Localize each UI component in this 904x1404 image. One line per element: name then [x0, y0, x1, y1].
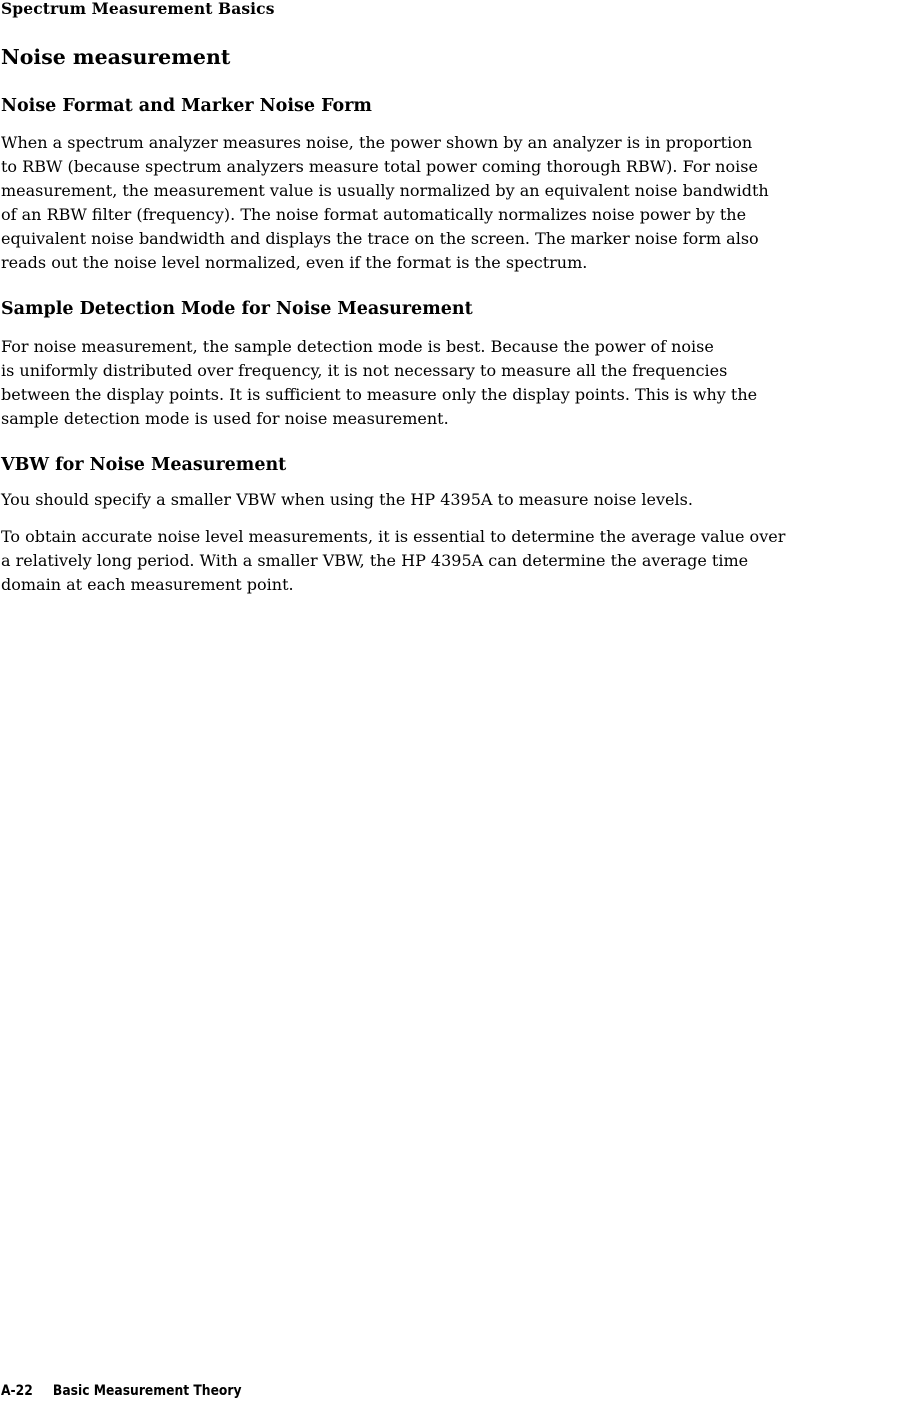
paragraph-line: is uniformly distributed over frequency, it is not necessary to measure all the frequencies — [1, 361, 728, 380]
paragraph-line: of an RBW filter (frequency). The noise format automatically normalizes noise power by the — [1, 205, 747, 224]
page-footer — [1, 1383, 242, 1399]
paragraph-line: To obtain accurate noise level measurements, it is essential to determine the average value over — [1, 527, 786, 546]
subheading-sample-detection: Sample Detection Mode for Noise Measurement — [1, 299, 473, 319]
paragraph-line: equivalent noise bandwidth and displays the trace on the screen. The marker noise form also — [1, 229, 759, 248]
paragraph-line: domain at each measurement point. — [1, 575, 294, 594]
paragraph-line: a relatively long period. With a smaller VBW, the HP 4395A can determine the average time — [1, 551, 749, 570]
running-header: Spectrum Measurement Basics — [1, 0, 275, 18]
paragraph-line: measurement, the measurement value is usually normalized by an equivalent noise bandwidth — [1, 181, 769, 200]
paragraph-line: You should specify a smaller VBW when using the HP 4395A to measure noise levels. — [1, 490, 693, 509]
page-number: A-22 — [1, 1383, 33, 1399]
subheading-vbw: VBW for Noise Measurement — [1, 455, 287, 475]
paragraph-line: sample detection mode is used for noise measurement. — [1, 409, 449, 428]
chapter-title: Basic Measurement Theory — [52, 1383, 242, 1399]
paragraph-line: reads out the noise level normalized, even if the format is the spectrum. — [1, 253, 588, 272]
section-title: Noise measurement — [1, 45, 231, 69]
paragraph-line: When a spectrum analyzer measures noise, the power shown by an analyzer is in proportion — [1, 133, 753, 152]
paragraph-line: For noise measurement, the sample detection mode is best. Because the power of noise — [1, 337, 714, 356]
subheading-noise-format: Noise Format and Marker Noise Form — [1, 96, 372, 116]
paragraph-line: to RBW (because spectrum analyzers measure total power coming thorough RBW). For noise — [1, 157, 758, 176]
paragraph-line: between the display points. It is sufficient to measure only the display points. This is why the — [1, 385, 758, 404]
